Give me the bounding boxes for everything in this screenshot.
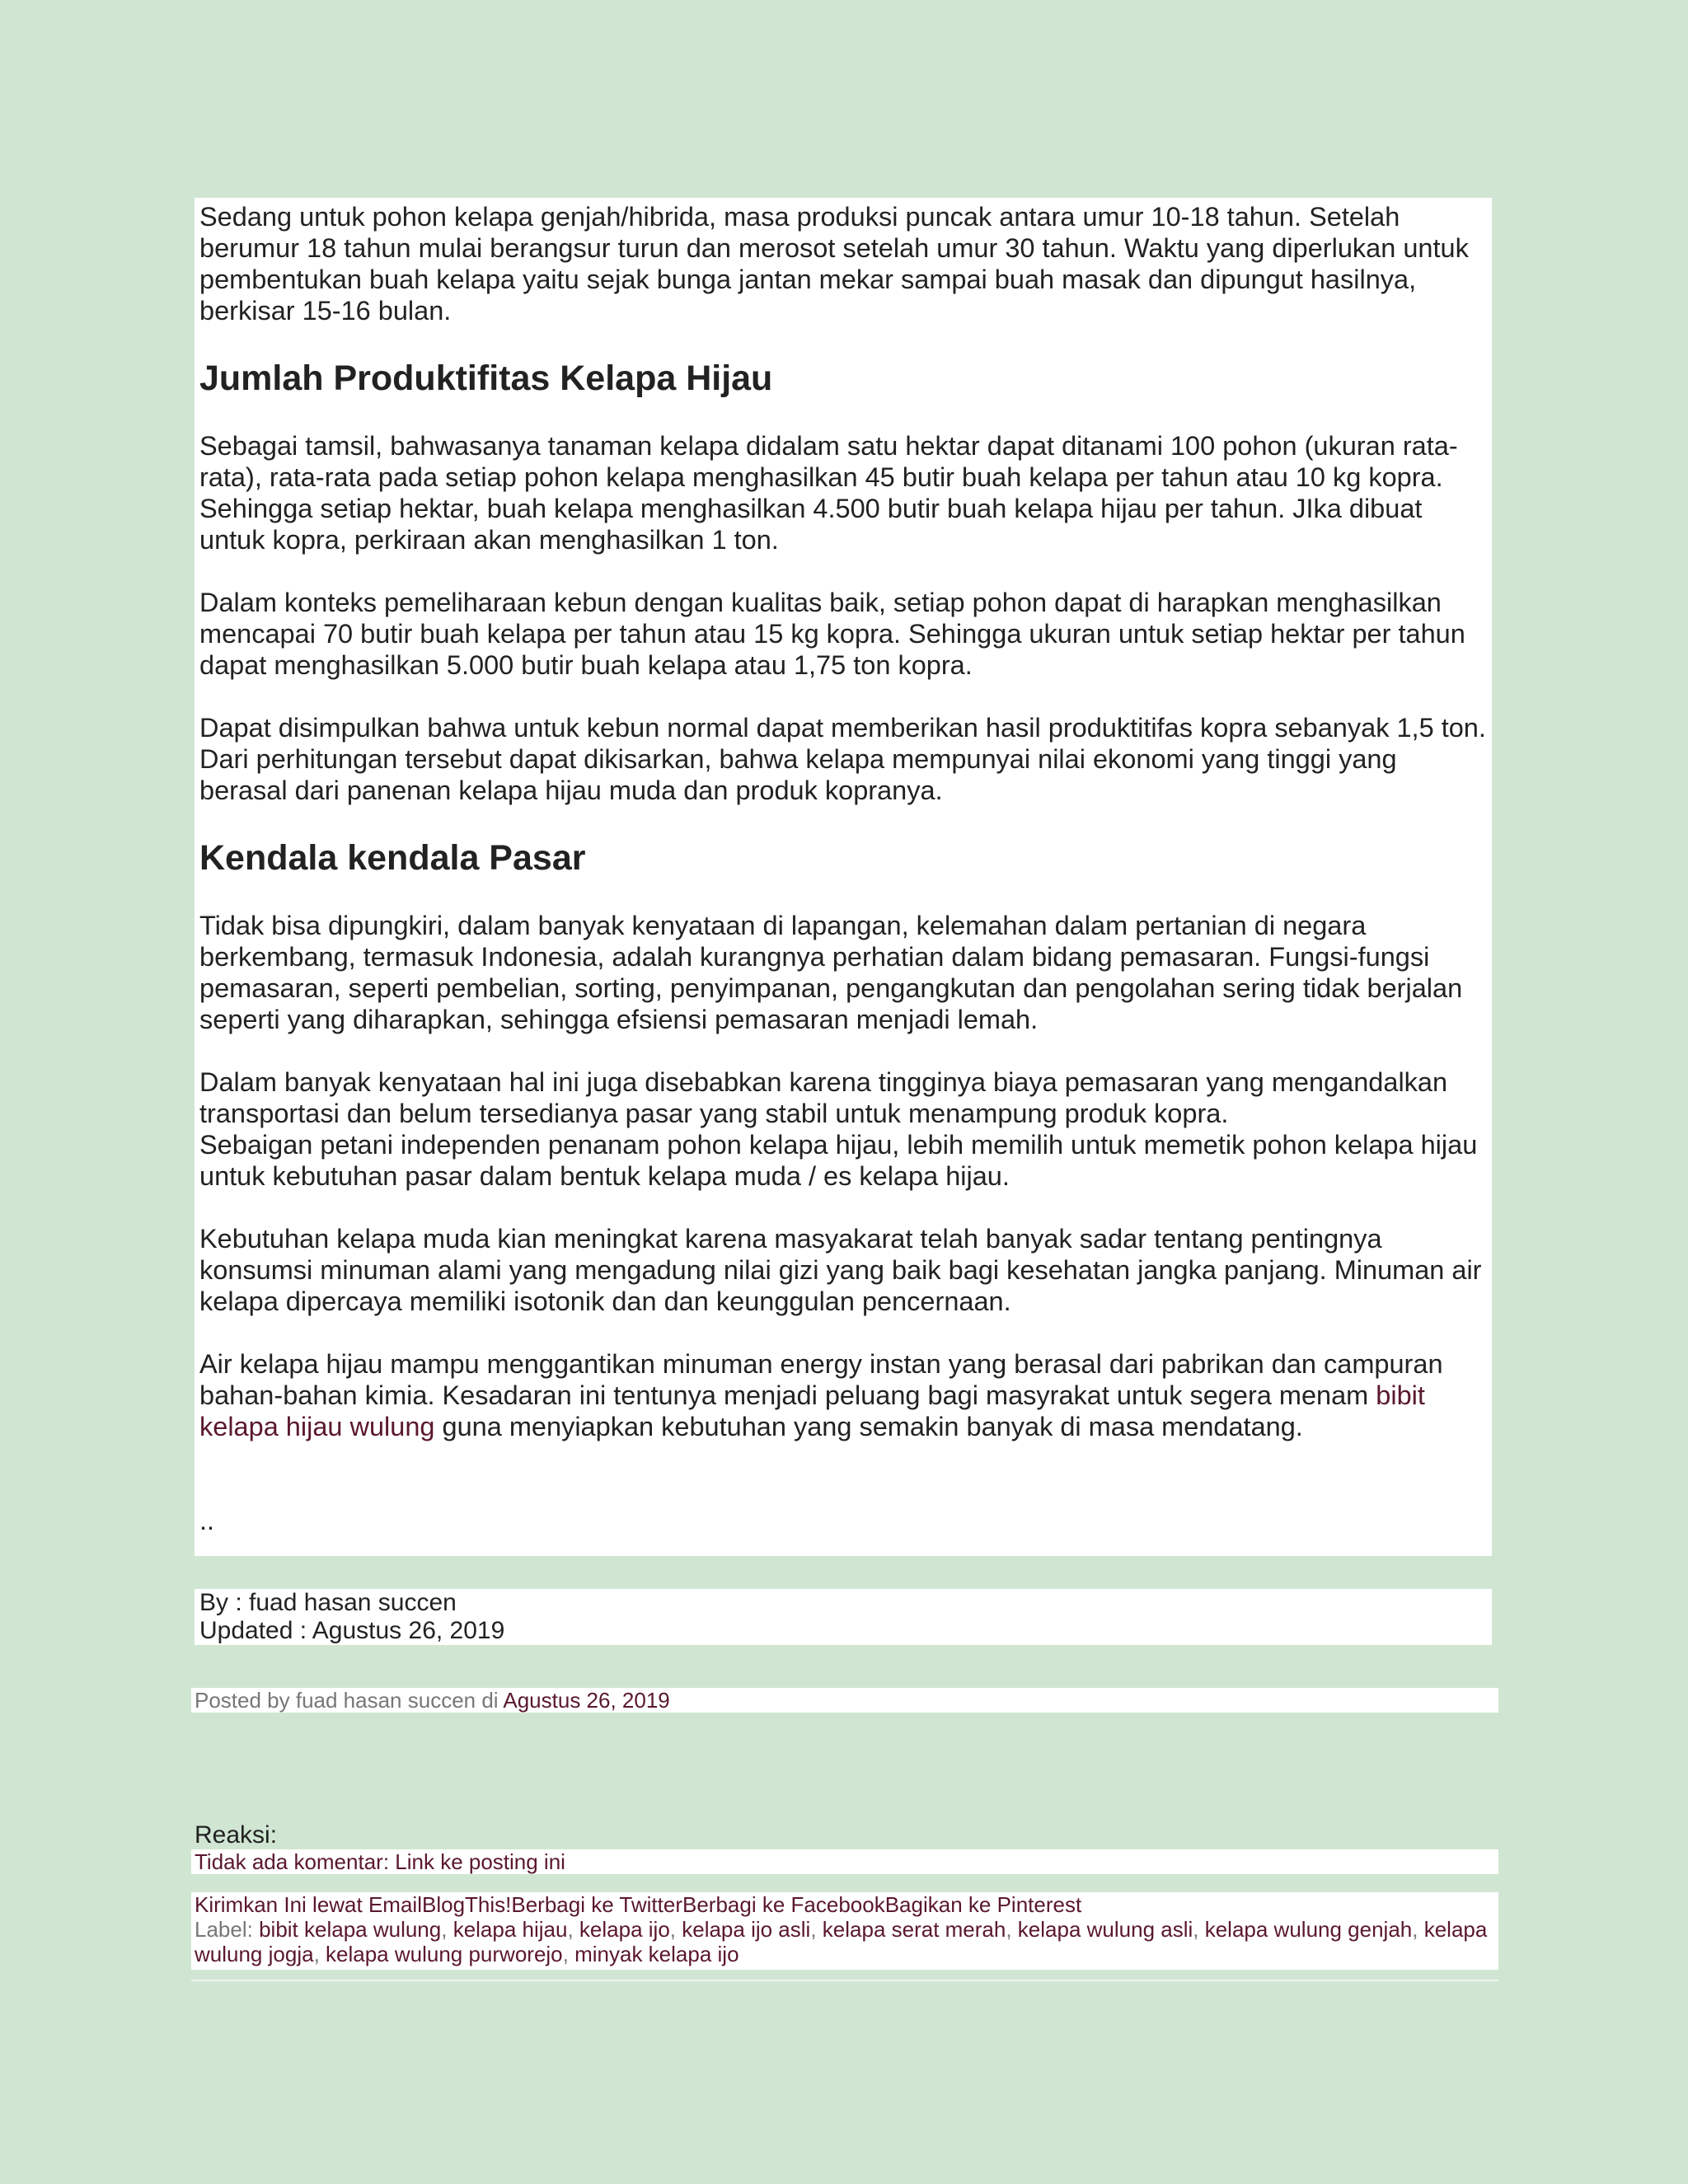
- reactions-label: Reaksi:: [195, 1821, 278, 1849]
- label-link[interactable]: kelapa wulung genjah: [1204, 1917, 1413, 1942]
- post-footer: [191, 1688, 1498, 1713]
- label-link[interactable]: kelapa wulung purworejo: [326, 1942, 563, 1966]
- posted-by-text: Posted by fuad hasan succen di: [195, 1688, 504, 1713]
- blogthis-button[interactable]: BlogThis!: [421, 1892, 512, 1917]
- labels-prefix: Label:: [195, 1917, 260, 1942]
- label-link[interactable]: kelapa wulung asli: [1017, 1917, 1193, 1942]
- author-line: By : fuad hasan succen: [199, 1589, 457, 1616]
- post-paragraph: [199, 1348, 1487, 1442]
- ellipsis: ..: [199, 1506, 215, 1535]
- share-twitter-button[interactable]: Berbagi ke Twitter: [511, 1892, 682, 1917]
- label-link[interactable]: kelapa serat merah: [822, 1917, 1006, 1942]
- label-link[interactable]: kelapa hijau: [452, 1917, 568, 1942]
- post-paragraph: Dalam konteks pemeliharaan kebun dengan kualitas baik, setiap pohon dapat di harapkan menghasilkan mencapai 70 butir buah kelapa per tahun atau 15 kg kopra. Sehingga ukuran untuk setiap hektar per tahun dapat menghasilkan 5.000 butir buah kelapa atau 1,75 ton kopra.: [199, 588, 1465, 680]
- label-link[interactable]: minyak kelapa ijo: [574, 1942, 739, 1966]
- bibit-kelapa-link[interactable]: bibit kelapa hijau wulung: [199, 1380, 1425, 1441]
- divider: [191, 1980, 1498, 1981]
- share-buttons: [195, 1892, 1495, 1917]
- post-date-link[interactable]: Agustus 26, 2019: [503, 1688, 670, 1713]
- post-paragraph: Sedang untuk pohon kelapa genjah/hibrida, masa produksi puncak antara umur 10-18 tahun. Setelah berumur 18 tahun mulai berangsur turun dan merosot setelah umur 30 tahun. Waktu yang diperlukan untuk pembentukan buah kelapa yaitu sejak bunga jantan mekar sampai buah masak dan dipungut hasilnya, berkisar 15-16 bulan.: [199, 202, 1469, 326]
- comments-link[interactable]: Tidak ada komentar: Link ke posting ini: [195, 1849, 565, 1874]
- comments-bar: [191, 1849, 1498, 1874]
- labels-list: Label: bibit kelapa wulung, kelapa hijau, kelapa ijo, kelapa ijo asli, kelapa serat merah, kelapa wulung asli, kelapa wulung genjah, kelapa wulung jogja, kelapa wulung purworejo, minyak kelapa ijo: [195, 1917, 1488, 1966]
- updated-line: Updated : Agustus 26, 2019: [199, 1617, 505, 1644]
- label-link[interactable]: bibit kelapa wulung: [259, 1917, 442, 1942]
- share-facebook-button[interactable]: Berbagi ke Facebook: [682, 1892, 885, 1917]
- paragraph-text: guna menyiapkan kebutuhan yang semakin banyak di masa mendatang.: [434, 1412, 1303, 1441]
- label-link[interactable]: kelapa ijo asli: [682, 1917, 811, 1942]
- share-box: [191, 1892, 1498, 1970]
- byline: [195, 1589, 1492, 1645]
- post-paragraph: Kebutuhan kelapa muda kian meningkat karena masyakarat telah banyak sadar tentang pentingnya konsumsi minuman alami yang mengadung nilai gizi yang baik bagi kesehatan jangka panjang. Minuman air kelapa dipercaya memiliki isotonik dan dan keunggulan pencernaan.: [199, 1224, 1482, 1316]
- section-heading: Jumlah Produktifitas Kelapa Hijau: [199, 359, 773, 398]
- label-link[interactable]: kelapa ijo: [579, 1917, 670, 1942]
- share-pinterest-button[interactable]: Bagikan ke Pinterest: [884, 1892, 1082, 1917]
- post-paragraph: Dapat disimpulkan bahwa untuk kebun normal dapat memberikan hasil produktitifas kopra sebanyak 1,5 ton. Dari perhitungan tersebut dapat dikisarkan, bahwa kelapa mempunyai nilai ekonomi yang tinggi yang berasal dari panenan kelapa hijau muda dan produk kopranya.: [199, 713, 1486, 805]
- post-paragraph: Tidak bisa dipungkiri, dalam banyak kenyataan di lapangan, kelemahan dalam pertanian di negara berkembang, termasuk Indonesia, adalah kurangnya perhatian dalam bidang pemasaran. Fungsi-fungsi pemasaran, seperti pembelian, sorting, penyimpanan, pengangkutan dan pengolahan sering tidak berjalan seperti yang diharapkan, sehingga efsiensi pemasaran menjadi lemah.: [199, 911, 1463, 1034]
- label-link[interactable]: kelapa wulung jogja: [195, 1917, 1488, 1966]
- post-paragraph: Sebagai tamsil, bahwasanya tanaman kelapa didalam satu hektar dapat ditanami 100 pohon (ukuran rata-rata), rata-rata pada setiap pohon kelapa menghasilkan 45 butir buah kelapa per tahun atau 10 kg kopra. Sehingga setiap hektar, buah kelapa menghasilkan 4.500 butir buah kelapa hijau per tahun. JIka dibuat untuk kopra, perkiraan akan menghasilkan 1 ton.: [199, 431, 1458, 555]
- section-heading: Kendala kendala Pasar: [199, 838, 586, 878]
- post-paragraph: Dalam banyak kenyataan hal ini juga disebabkan karena tingginya biaya pemasaran yang mengandalkan transportasi dan belum tersedianya pasar yang stabil untuk menampung produk kopra.: [199, 1067, 1448, 1128]
- share-email-button[interactable]: Kirimkan Ini lewat Email: [195, 1892, 422, 1917]
- post-paragraph: Sebaigan petani independen penanam pohon kelapa hijau, lebih memilih untuk memetik pohon kelapa hijau untuk kebutuhan pasar dalam bentuk kelapa muda / es kelapa hijau.: [199, 1130, 1478, 1191]
- post-body: [195, 198, 1492, 1556]
- paragraph-text: Air kelapa hijau mampu menggantikan minuman energy instan yang berasal dari pabrikan dan campuran bahan-bahan kimia. Kesadaran ini tentunya menjadi peluang bagi masyrakat untuk segera menam: [199, 1349, 1443, 1410]
